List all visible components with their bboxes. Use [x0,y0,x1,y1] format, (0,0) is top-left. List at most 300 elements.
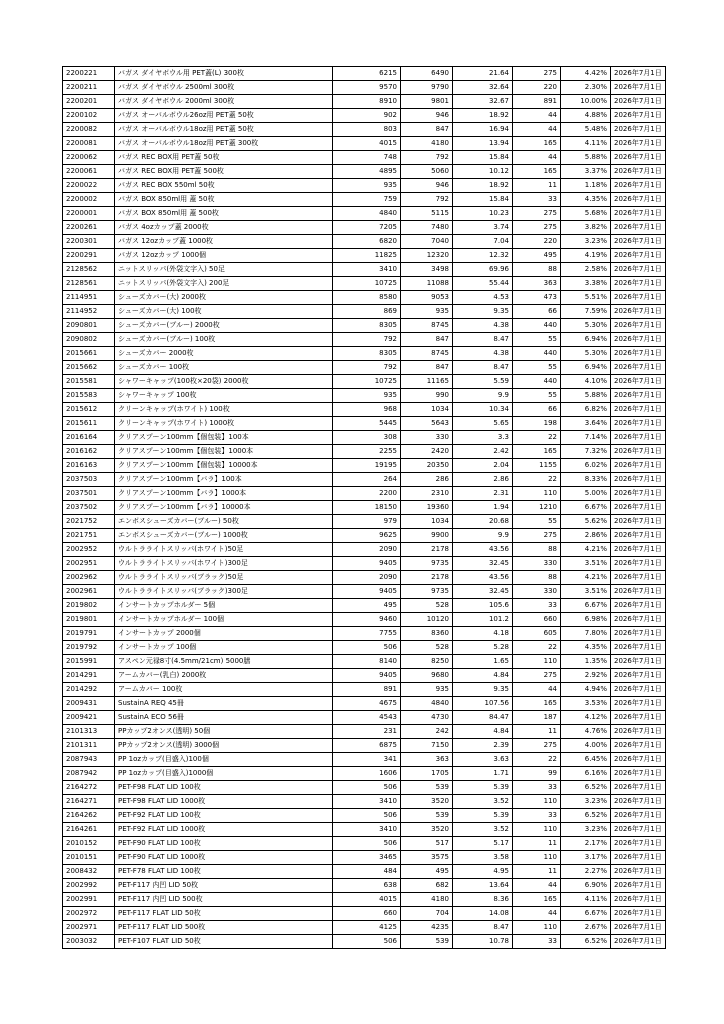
effective-date-cell: 2026年7月1日 [611,207,666,221]
effective-date-cell: 2026年7月1日 [611,179,666,193]
unit-price-cell: 20.68 [453,515,513,529]
unit-price-cell: 69.96 [453,263,513,277]
product-name-cell: バガス ダイヤボウル 2500ml 300枚 [115,81,333,95]
increase-rate-cell: 6.52% [561,781,611,795]
product-code-cell: 2002991 [63,893,115,907]
increase-rate-cell: 3.38% [561,277,611,291]
table-row [63,669,666,683]
unit-price-cell: 3.58 [453,851,513,865]
new-price-cell: 517 [401,837,453,851]
old-price-cell: 4015 [333,137,401,151]
old-price-cell: 506 [333,781,401,795]
product-code-cell: 2114952 [63,305,115,319]
price-table [62,66,666,949]
new-price-cell: 847 [401,123,453,137]
table-row [63,781,666,795]
effective-date-cell: 2026年7月1日 [611,529,666,543]
table-row [63,809,666,823]
product-name-cell: シューズカバー(大) 100枚 [115,305,333,319]
new-price-cell: 2178 [401,543,453,557]
new-price-cell: 12320 [401,249,453,263]
old-price-cell: 7205 [333,221,401,235]
old-price-cell: 4543 [333,711,401,725]
product-code-cell: 2015611 [63,417,115,431]
effective-date-cell: 2026年7月1日 [611,697,666,711]
product-code-cell: 2016163 [63,459,115,473]
product-code-cell: 2200022 [63,179,115,193]
new-price-cell: 946 [401,179,453,193]
old-price-cell: 18150 [333,501,401,515]
product-code-cell: 2021751 [63,529,115,543]
new-price-cell: 5115 [401,207,453,221]
increase-amount-cell: 363 [513,277,561,291]
increase-amount-cell: 22 [513,753,561,767]
effective-date-cell: 2026年7月1日 [611,809,666,823]
product-name-cell: バガス ダイヤボウル用 PET蓋(L) 300枚 [115,67,333,81]
increase-amount-cell: 44 [513,907,561,921]
table-row [63,865,666,879]
table-row [63,571,666,585]
table-row [63,767,666,781]
unit-price-cell: 32.45 [453,585,513,599]
old-price-cell: 3410 [333,795,401,809]
product-code-cell: 2164261 [63,823,115,837]
increase-rate-cell: 6.82% [561,403,611,417]
product-code-cell: 2015581 [63,375,115,389]
increase-rate-cell: 4.88% [561,109,611,123]
effective-date-cell: 2026年7月1日 [611,193,666,207]
effective-date-cell: 2026年7月1日 [611,417,666,431]
old-price-cell: 8140 [333,655,401,669]
table-row [63,235,666,249]
product-name-cell: インサートカップホルダー 5個 [115,599,333,613]
increase-rate-cell: 3.23% [561,823,611,837]
increase-rate-cell: 5.48% [561,123,611,137]
table-row [63,907,666,921]
increase-rate-cell: 4.12% [561,711,611,725]
product-code-cell: 2090801 [63,319,115,333]
increase-rate-cell: 3.37% [561,165,611,179]
increase-rate-cell: 8.33% [561,473,611,487]
increase-amount-cell: 55 [513,361,561,375]
effective-date-cell: 2026年7月1日 [611,249,666,263]
effective-date-cell: 2026年7月1日 [611,907,666,921]
increase-amount-cell: 473 [513,291,561,305]
old-price-cell: 9405 [333,669,401,683]
table-row [63,151,666,165]
increase-amount-cell: 88 [513,543,561,557]
unit-price-cell: 1.65 [453,655,513,669]
table-row [63,263,666,277]
product-name-cell: バガス REC BOX 550ml 50枚 [115,179,333,193]
effective-date-cell: 2026年7月1日 [611,725,666,739]
increase-amount-cell: 33 [513,193,561,207]
new-price-cell: 4730 [401,711,453,725]
unit-price-cell: 12.32 [453,249,513,263]
product-name-cell: インサートカップ 2000個 [115,627,333,641]
old-price-cell: 484 [333,865,401,879]
increase-amount-cell: 275 [513,67,561,81]
new-price-cell: 3498 [401,263,453,277]
unit-price-cell: 9.35 [453,683,513,697]
table-row [63,361,666,375]
increase-amount-cell: 891 [513,95,561,109]
effective-date-cell: 2026年7月1日 [611,319,666,333]
old-price-cell: 341 [333,753,401,767]
effective-date-cell: 2026年7月1日 [611,221,666,235]
unit-price-cell: 4.38 [453,319,513,333]
old-price-cell: 506 [333,935,401,949]
new-price-cell: 847 [401,361,453,375]
product-name-cell: PP 1ozカップ(目盛入)100個 [115,753,333,767]
unit-price-cell: 10.34 [453,403,513,417]
unit-price-cell: 8.47 [453,921,513,935]
table-row [63,305,666,319]
table-row [63,837,666,851]
unit-price-cell: 15.84 [453,193,513,207]
unit-price-cell: 18.92 [453,179,513,193]
increase-rate-cell: 2.58% [561,263,611,277]
effective-date-cell: 2026年7月1日 [611,515,666,529]
old-price-cell: 10725 [333,277,401,291]
product-name-cell: バガス 12ozカップ蓋 1000枚 [115,235,333,249]
product-name-cell: PP 1ozカップ(目盛入)1000個 [115,767,333,781]
new-price-cell: 4840 [401,697,453,711]
old-price-cell: 6215 [333,67,401,81]
unit-price-cell: 21.64 [453,67,513,81]
product-name-cell: バガス ダイヤボウル 2000ml 300枚 [115,95,333,109]
old-price-cell: 6820 [333,235,401,249]
effective-date-cell: 2026年7月1日 [611,767,666,781]
product-name-cell: PET-F92 FLAT LID 1000枚 [115,823,333,837]
increase-amount-cell: 187 [513,711,561,725]
table-row [63,711,666,725]
unit-price-cell: 5.39 [453,809,513,823]
old-price-cell: 8580 [333,291,401,305]
new-price-cell: 1034 [401,403,453,417]
product-code-cell: 2200062 [63,151,115,165]
product-name-cell: PPカップ2オンス(透明) 3000個 [115,739,333,753]
effective-date-cell: 2026年7月1日 [611,921,666,935]
product-name-cell: PET-F98 FLAT LID 100枚 [115,781,333,795]
effective-date-cell: 2026年7月1日 [611,263,666,277]
product-name-cell: SustainA ECO 56冊 [115,711,333,725]
increase-rate-cell: 4.19% [561,249,611,263]
effective-date-cell: 2026年7月1日 [611,403,666,417]
product-name-cell: クリーンキャップ(ホワイト) 1000枚 [115,417,333,431]
new-price-cell: 9735 [401,557,453,571]
new-price-cell: 528 [401,599,453,613]
old-price-cell: 5445 [333,417,401,431]
effective-date-cell: 2026年7月1日 [611,277,666,291]
old-price-cell: 10725 [333,375,401,389]
unit-price-cell: 32.45 [453,557,513,571]
product-code-cell: 2002962 [63,571,115,585]
old-price-cell: 231 [333,725,401,739]
product-name-cell: バガス BOX 850ml用 蓋 50枚 [115,193,333,207]
table-row [63,81,666,95]
old-price-cell: 4125 [333,921,401,935]
product-code-cell: 2015583 [63,389,115,403]
product-name-cell: シューズカバー 100枚 [115,361,333,375]
increase-rate-cell: 4.76% [561,725,611,739]
new-price-cell: 539 [401,781,453,795]
increase-amount-cell: 110 [513,921,561,935]
unit-price-cell: 4.95 [453,865,513,879]
increase-rate-cell: 7.59% [561,305,611,319]
increase-amount-cell: 165 [513,697,561,711]
unit-price-cell: 105.6 [453,599,513,613]
old-price-cell: 9405 [333,557,401,571]
table-row [63,193,666,207]
old-price-cell: 759 [333,193,401,207]
unit-price-cell: 4.84 [453,725,513,739]
table-row [63,599,666,613]
product-code-cell: 2002971 [63,921,115,935]
increase-amount-cell: 275 [513,669,561,683]
table-row [63,543,666,557]
unit-price-cell: 2.39 [453,739,513,753]
increase-rate-cell: 2.86% [561,529,611,543]
product-code-cell: 2015662 [63,361,115,375]
new-price-cell: 792 [401,193,453,207]
product-code-cell: 2200301 [63,235,115,249]
table-row [63,725,666,739]
new-price-cell: 8360 [401,627,453,641]
unit-price-cell: 2.86 [453,473,513,487]
old-price-cell: 495 [333,599,401,613]
new-price-cell: 9735 [401,585,453,599]
unit-price-cell: 9.35 [453,305,513,319]
product-name-cell: バガス REC BOX用 PET蓋 50枚 [115,151,333,165]
product-name-cell: エンボスシューズカバー(ブルー) 1000枚 [115,529,333,543]
increase-amount-cell: 99 [513,767,561,781]
increase-amount-cell: 220 [513,81,561,95]
table-row [63,109,666,123]
unit-price-cell: 9.9 [453,529,513,543]
old-price-cell: 11825 [333,249,401,263]
effective-date-cell: 2026年7月1日 [611,795,666,809]
product-name-cell: シャワーキャップ(100枚×20袋) 2000枚 [115,375,333,389]
product-name-cell: ニットスリッパ(外袋文字入) 200足 [115,277,333,291]
new-price-cell: 5060 [401,165,453,179]
unit-price-cell: 4.38 [453,347,513,361]
product-code-cell: 2101313 [63,725,115,739]
new-price-cell: 3520 [401,823,453,837]
table-row [63,291,666,305]
product-name-cell: バガス 4ozカップ蓋 2000枚 [115,221,333,235]
product-name-cell: PET-F117 FLAT LID 500枚 [115,921,333,935]
increase-amount-cell: 33 [513,781,561,795]
unit-price-cell: 84.47 [453,711,513,725]
increase-amount-cell: 44 [513,109,561,123]
increase-rate-cell: 6.67% [561,599,611,613]
unit-price-cell: 4.84 [453,669,513,683]
increase-rate-cell: 1.35% [561,655,611,669]
old-price-cell: 2255 [333,445,401,459]
product-code-cell: 2002961 [63,585,115,599]
new-price-cell: 11165 [401,375,453,389]
increase-amount-cell: 605 [513,627,561,641]
table-row [63,95,666,109]
effective-date-cell: 2026年7月1日 [611,557,666,571]
product-name-cell: PET-F117 FLAT LID 50枚 [115,907,333,921]
unit-price-cell: 2.42 [453,445,513,459]
increase-rate-cell: 3.82% [561,221,611,235]
increase-amount-cell: 275 [513,207,561,221]
table-row [63,221,666,235]
table-row [63,501,666,515]
increase-rate-cell: 2.17% [561,837,611,851]
new-price-cell: 363 [401,753,453,767]
old-price-cell: 9405 [333,585,401,599]
unit-price-cell: 15.84 [453,151,513,165]
product-code-cell: 2200001 [63,207,115,221]
product-name-cell: バガス オーバルボウル26oz用 PET蓋 50枚 [115,109,333,123]
increase-amount-cell: 275 [513,221,561,235]
effective-date-cell: 2026年7月1日 [611,165,666,179]
increase-amount-cell: 44 [513,151,561,165]
increase-rate-cell: 6.52% [561,809,611,823]
increase-rate-cell: 6.45% [561,753,611,767]
increase-amount-cell: 1155 [513,459,561,473]
product-code-cell: 2164272 [63,781,115,795]
new-price-cell: 539 [401,809,453,823]
increase-rate-cell: 6.98% [561,613,611,627]
table-row [63,375,666,389]
increase-rate-cell: 3.23% [561,795,611,809]
increase-rate-cell: 4.94% [561,683,611,697]
effective-date-cell: 2026年7月1日 [611,753,666,767]
table-row [63,277,666,291]
old-price-cell: 6875 [333,739,401,753]
unit-price-cell: 3.52 [453,795,513,809]
old-price-cell: 308 [333,431,401,445]
new-price-cell: 3520 [401,795,453,809]
old-price-cell: 2090 [333,571,401,585]
increase-amount-cell: 110 [513,655,561,669]
product-name-cell: PET-F92 FLAT LID 100枚 [115,809,333,823]
increase-amount-cell: 660 [513,613,561,627]
table-row [63,347,666,361]
increase-amount-cell: 165 [513,137,561,151]
increase-rate-cell: 4.21% [561,571,611,585]
effective-date-cell: 2026年7月1日 [611,347,666,361]
old-price-cell: 1606 [333,767,401,781]
increase-rate-cell: 6.52% [561,935,611,949]
product-code-cell: 2015661 [63,347,115,361]
increase-rate-cell: 3.64% [561,417,611,431]
increase-amount-cell: 33 [513,935,561,949]
table-row [63,445,666,459]
increase-amount-cell: 198 [513,417,561,431]
effective-date-cell: 2026年7月1日 [611,543,666,557]
unit-price-cell: 5.28 [453,641,513,655]
increase-rate-cell: 6.67% [561,907,611,921]
increase-rate-cell: 4.21% [561,543,611,557]
unit-price-cell: 3.63 [453,753,513,767]
product-name-cell: ニットスリッパ(外袋文字入) 50足 [115,263,333,277]
old-price-cell: 9570 [333,81,401,95]
new-price-cell: 495 [401,865,453,879]
new-price-cell: 8745 [401,319,453,333]
product-name-cell: シャワーキャップ 100枚 [115,389,333,403]
unit-price-cell: 2.04 [453,459,513,473]
table-row [63,697,666,711]
increase-amount-cell: 44 [513,879,561,893]
old-price-cell: 748 [333,151,401,165]
table-row [63,319,666,333]
increase-amount-cell: 22 [513,431,561,445]
new-price-cell: 935 [401,305,453,319]
product-name-cell: エンボスシューズカバー(ブルー) 50枚 [115,515,333,529]
product-code-cell: 2200291 [63,249,115,263]
product-name-cell: PET-F117 内凹 LID 50枚 [115,879,333,893]
increase-rate-cell: 3.51% [561,585,611,599]
product-name-cell: バガス オーバルボウル18oz用 PET蓋 300枚 [115,137,333,151]
effective-date-cell: 2026年7月1日 [611,851,666,865]
old-price-cell: 660 [333,907,401,921]
unit-price-cell: 10.12 [453,165,513,179]
new-price-cell: 7040 [401,235,453,249]
increase-amount-cell: 55 [513,515,561,529]
unit-price-cell: 4.53 [453,291,513,305]
new-price-cell: 2420 [401,445,453,459]
effective-date-cell: 2026年7月1日 [611,935,666,949]
old-price-cell: 506 [333,837,401,851]
increase-rate-cell: 5.30% [561,347,611,361]
increase-amount-cell: 44 [513,683,561,697]
increase-rate-cell: 3.53% [561,697,611,711]
effective-date-cell: 2026年7月1日 [611,669,666,683]
table-row [63,739,666,753]
table-row [63,389,666,403]
new-price-cell: 935 [401,683,453,697]
product-code-cell: 2128562 [63,263,115,277]
product-name-cell: シューズカバー(ブルー) 100枚 [115,333,333,347]
new-price-cell: 8745 [401,347,453,361]
increase-amount-cell: 22 [513,473,561,487]
effective-date-cell: 2026年7月1日 [611,823,666,837]
effective-date-cell: 2026年7月1日 [611,613,666,627]
product-name-cell: シューズカバー 2000枚 [115,347,333,361]
old-price-cell: 968 [333,403,401,417]
increase-rate-cell: 4.35% [561,641,611,655]
new-price-cell: 7480 [401,221,453,235]
product-code-cell: 2200061 [63,165,115,179]
product-name-cell: PPカップ2オンス(透明) 50個 [115,725,333,739]
product-name-cell: インサートカップホルダー 100個 [115,613,333,627]
product-code-cell: 2200081 [63,137,115,151]
unit-price-cell: 1.71 [453,767,513,781]
increase-amount-cell: 44 [513,123,561,137]
increase-amount-cell: 440 [513,319,561,333]
increase-rate-cell: 5.88% [561,151,611,165]
old-price-cell: 2200 [333,487,401,501]
old-price-cell: 979 [333,515,401,529]
old-price-cell: 8305 [333,319,401,333]
increase-amount-cell: 11 [513,179,561,193]
table-row [63,879,666,893]
effective-date-cell: 2026年7月1日 [611,473,666,487]
unit-price-cell: 10.78 [453,935,513,949]
new-price-cell: 19360 [401,501,453,515]
table-row [63,333,666,347]
table-row [63,921,666,935]
table-row [63,935,666,949]
product-name-cell: SustainA REQ 45冊 [115,697,333,711]
old-price-cell: 3410 [333,263,401,277]
